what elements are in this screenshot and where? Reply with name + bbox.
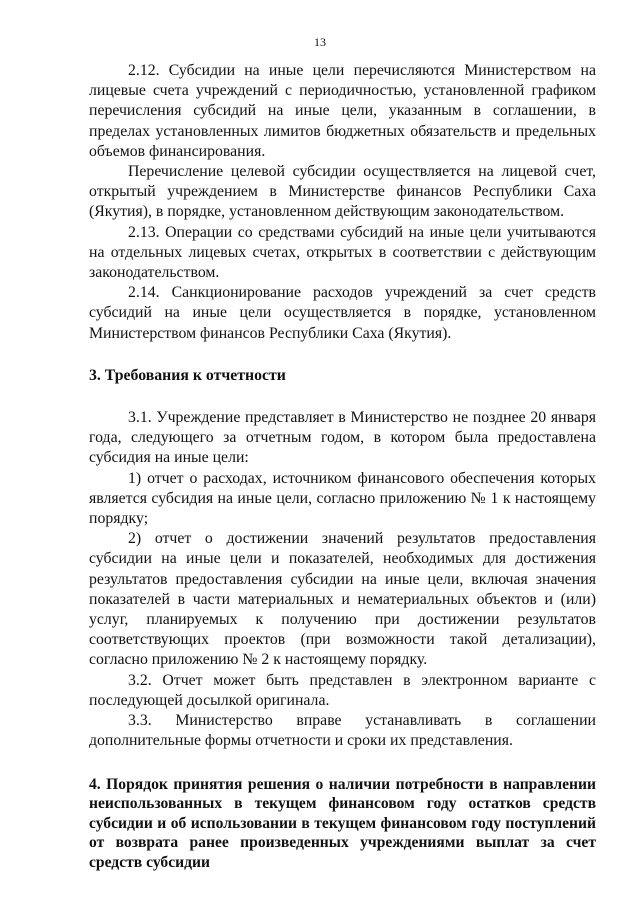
paragraph-3-1: 3.1. Учреждение представляет в Министерство не позднее 20 января года, следующего за отчетным годом, в котором была предоставлена субсидия на иные цели:	[89, 409, 596, 467]
list-item-1: 1) отчет о расходах, источником финансового обеспечения которых является субсидия на иные цели, согласно приложению № 1 к настоящему порядку;	[89, 469, 596, 528]
paragraph-2-12: 2.12. Субсидии на иные цели перечисляются Министерством на лицевые счета учреждений с периодичностью, установленной графиком перечисления субсидий на иные цели, указанным в соглашении, в пределах установленных лимитов бюджетных обязательств и предельных объемов финансирования.	[89, 62, 596, 160]
list-item-2: 2) отчет о достижении значений результатов предоставления субсидии на иные цели и показателей, необходимых для достижения результатов предоставления субсидии на иные цели, включая значения показателей в части материальных и нематериальных объектов и (или) услуг, планируемых к получению при достижении результатов соответствующих проектов (при возможности такой детализации), согласно приложению № 2 к настоящему порядку.	[89, 530, 596, 669]
document-body	[89, 61, 596, 872]
section-3-heading: 3. Требования к отчетности	[89, 366, 286, 384]
paragraph-2-13: 2.13. Операции со средствами субсидий на иные цели учитываются на отдельных лицевых счетах, открытых в соответствии с действующим законодательством.	[89, 223, 596, 282]
paragraph-transfer: Перечисление целевой субсидии осуществляется на лицевой счет, открытый учреждением в Министерстве финансов Республики Саха (Якутия), в порядке, установленном действующим законодательством.	[89, 163, 596, 221]
page-number: 13	[314, 35, 326, 49]
paragraph-3-3: 3.3. Министерство вправе устанавливать в соглашении дополнительные формы отчетности и сроки их представления.	[89, 712, 596, 750]
paragraph-3-2: 3.2. Отчет может быть представлен в электронном варианте с последующей досылкой оригинала.	[89, 671, 596, 709]
section-4-heading: 4. Порядок принятия решения о наличии потребности в направлении неиспользованных в текущем финансовом году остатков средств субсидии и об использовании в текущем финансовом году поступлений от возврата ранее произведенных учреждениями выплат за счет средств субсидии	[89, 775, 596, 871]
paragraph-2-14: 2.14. Санкционирование расходов учреждений за счет средств субсидий на иные цели осуществляется в порядке, установленном Министерством финансов Республики Саха (Якутия).	[89, 284, 596, 342]
